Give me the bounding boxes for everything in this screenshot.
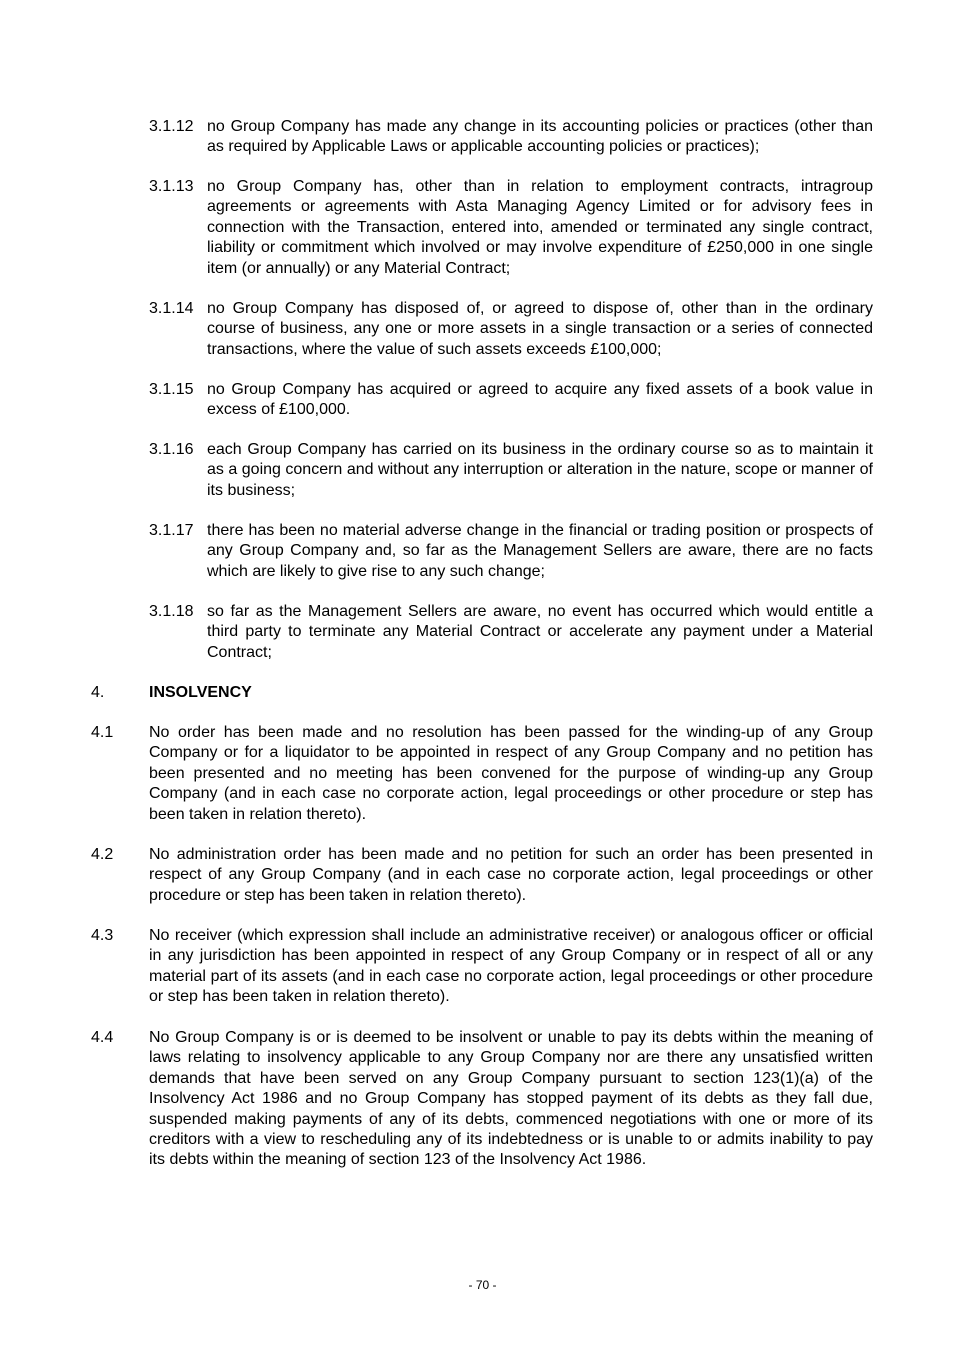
clause-3-1-15	[149, 380, 873, 421]
section-title: INSOLVENCY	[149, 684, 252, 701]
clause-number: 4.3	[91, 927, 114, 944]
clause-3-1-17	[149, 521, 873, 582]
clause-text: no Group Company has made any change in its accounting policies or practices (other than as required by Applicable Laws or applicable accounting policies or practices);	[207, 118, 873, 156]
clause-text: no Group Company has disposed of, or agreed to dispose of, other than in the ordinary course of business, any one or more assets in a single transaction or a series of connected transactions, where the value of such assets exceeds £100,000;	[207, 300, 873, 358]
section-heading-insolvency	[91, 683, 873, 703]
clause-text: No receiver (which expression shall include an administrative receiver) or analogous officer or official in any jurisdiction has been appointed in respect of any Group Company or in respect of all or any material part of its assets (and in each case no corporate action, legal proceedings or other procedure or step has been taken in relation thereto).	[149, 927, 873, 1006]
clause-text: so far as the Management Sellers are aware, no event has occurred which would entitle a third party to terminate any Material Contract or accelerate any payment under a Material Contract;	[207, 603, 873, 661]
clause-4-1	[91, 723, 873, 825]
clause-number: 4.1	[91, 724, 114, 741]
clause-text: no Group Company has, other than in relation to employment contracts, intragroup agreements or agreements with Asta Managing Agency Limited or for advisory fees in connection with the Transaction, entered into, amended or terminated any single contract, liability or commitment which involved or may involve expenditure of £250,000 in one single item (or annually) or any Material Contract;	[207, 178, 873, 277]
clause-text: each Group Company has carried on its business in the ordinary course so as to maintain it as a going concern and without any interruption or alteration in the nature, scope or manner of its business;	[207, 441, 873, 499]
clause-text: No order has been made and no resolution has been passed for the winding-up of any Group Company or for a liquidator to be appointed in respect of any Group Company and no petition has been presented and no meeting has been convened for the purpose of winding-up any Group Company (and in each case no corporate action, legal proceedings or other procedure or step has been taken in relation thereto).	[149, 724, 873, 823]
clause-text: No Group Company is or is deemed to be insolvent or unable to pay its debts within the meaning of laws relating to insolvency applicable to any Group Company nor are there any unsatisfied written demands that have been served on any Group Company pursuant to section 123(1)(a) of the Insolvency Act 1986 and no Group Company has stopped payment of its debts as they fall due, suspended making payments of any of its debts, commenced negotiations with one or more of its creditors with a view to rescheduling any of its indebtedness or is unable to or admits inability to pay its debts within the meaning of section 123 of the Insolvency Act 1986.	[149, 1029, 873, 1169]
clause-number: 3.1.14	[149, 300, 194, 317]
clause-text: there has been no material adverse change in the financial or trading position or prospects of any Group Company and, so far as the Management Sellers are aware, there are no facts which are likely to give rise to any such change;	[207, 522, 873, 580]
clause-4-4	[91, 1028, 873, 1171]
clause-text: No administration order has been made and no petition for such an order has been presented in respect of any Group Company (and in each case no corporate action, legal proceedings or other procedure or step has been taken in relation thereto).	[149, 846, 873, 904]
clause-number: 4.2	[91, 846, 114, 863]
clause-number: 3.1.16	[149, 441, 194, 458]
clause-number: 3.1.12	[149, 118, 194, 135]
page-number: - 70 -	[468, 1278, 497, 1292]
clause-4-3	[91, 926, 873, 1008]
clause-text: no Group Company has acquired or agreed to acquire any fixed assets of a book value in excess of £100,000.	[207, 381, 873, 419]
clause-number: 3.1.18	[149, 603, 194, 620]
clause-number: 3.1.13	[149, 178, 194, 195]
clause-3-1-13	[149, 177, 873, 279]
clause-4-2	[91, 845, 873, 906]
clause-3-1-14	[149, 299, 873, 360]
section-number: 4.	[91, 684, 105, 701]
clause-number: 3.1.17	[149, 522, 194, 539]
clause-3-1-12	[149, 117, 873, 158]
clause-3-1-16	[149, 440, 873, 501]
clause-number: 3.1.15	[149, 381, 194, 398]
clause-number: 4.4	[91, 1029, 114, 1046]
clause-3-1-18	[149, 602, 873, 663]
